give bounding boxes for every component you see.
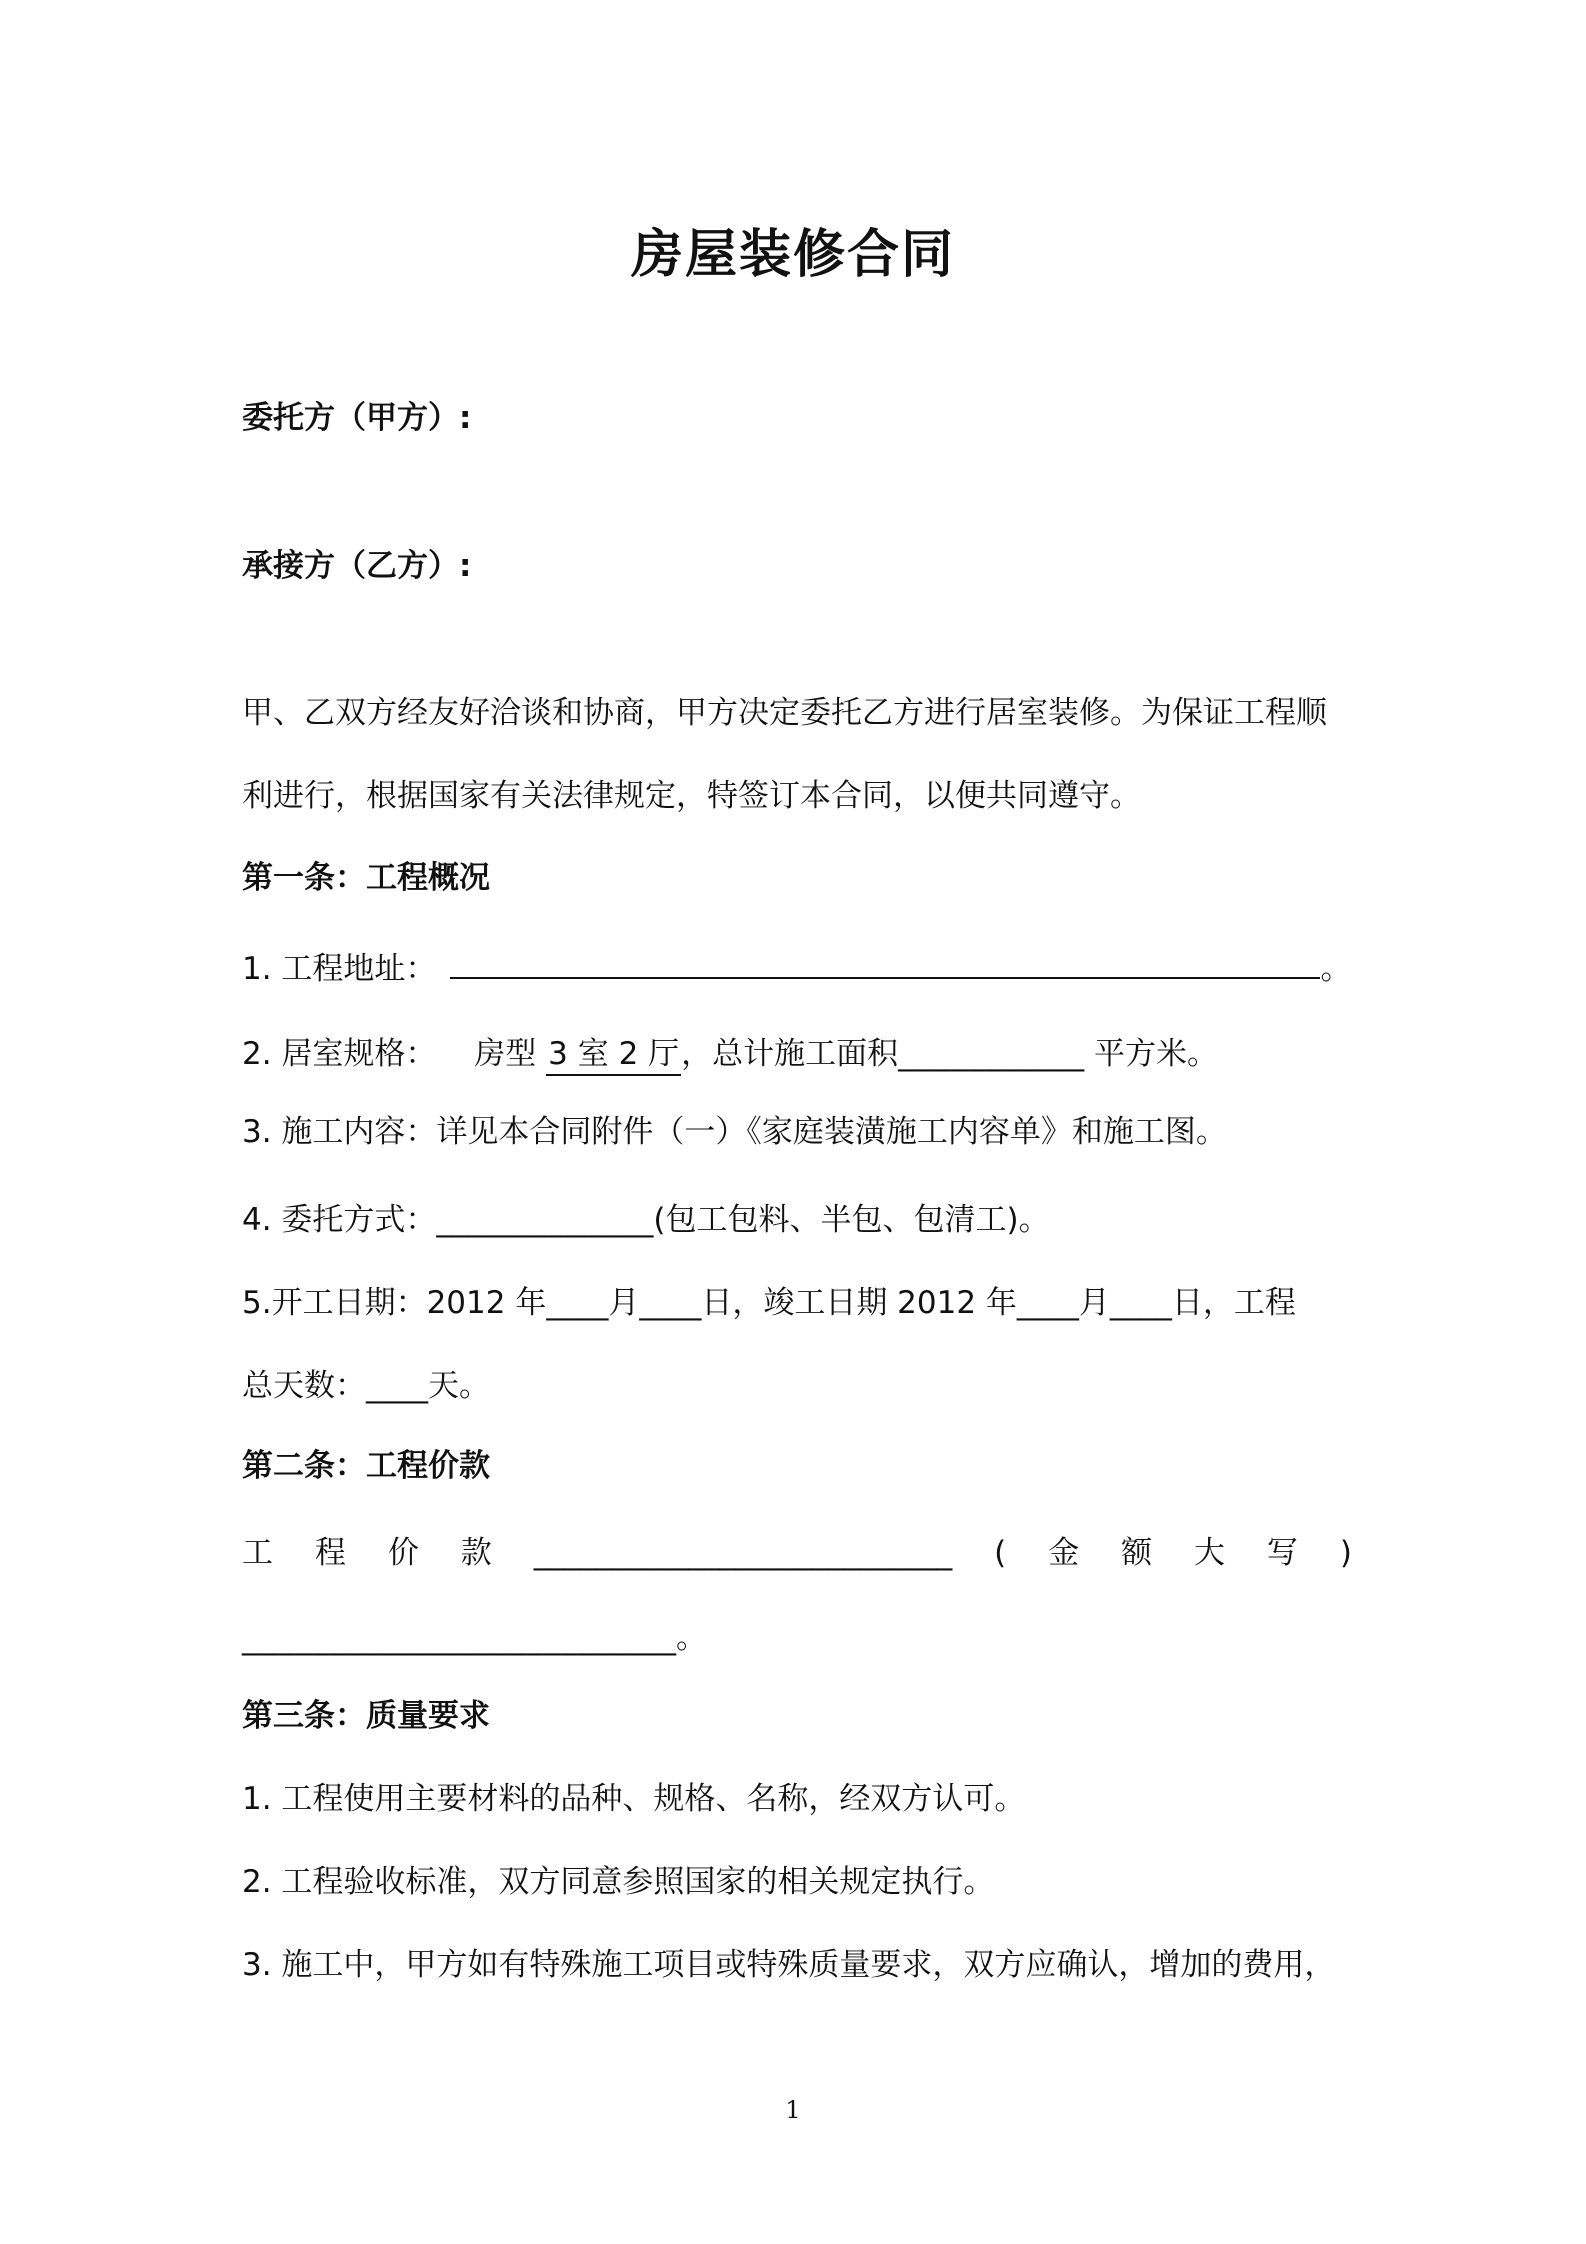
item2-rooms: 3 室 2 厅 — [546, 1034, 681, 1076]
price-char: ( — [994, 1535, 1007, 1571]
item1-end: 。 — [1320, 951, 1352, 987]
article2-heading: 第二条：工程价款 — [242, 1448, 490, 1484]
party-a-label: 委托方（甲方）: — [242, 400, 472, 436]
page-number: 1 — [785, 2096, 801, 2124]
article3-heading: 第三条：质量要求 — [242, 1698, 490, 1734]
article1-item4: 4. 委托方式：______________(包工包料、半包、包清工)。 — [242, 1202, 1050, 1238]
price-char: ) — [1339, 1535, 1352, 1571]
article3-item2: 2. 工程验收标准，双方同意参照国家的相关规定执行。 — [242, 1864, 995, 1900]
article3-item1: 1. 工程使用主要材料的品种、规格、名称，经双方认可。 — [242, 1781, 1026, 1817]
article1-item5-line1: 5.开工日期：2012 年____月____日，竣工日期 2012 年____月____日，工程 — [242, 1285, 1296, 1321]
item2-label: 2. 居室规格： — [242, 1036, 437, 1072]
price-line-2: ____________________________。 — [242, 1620, 707, 1656]
price-char: 写 — [1266, 1535, 1298, 1571]
item2-area: ，总计施工面积____________ 平方米。 — [681, 1036, 1219, 1072]
article3-item3: 3. 施工中，甲方如有特殊施工项目或特殊质量要求，双方应确认，增加的费用， — [242, 1947, 1336, 1983]
intro-line-2: 利进行，根据国家有关法律规定，特签订本合同，以便共同遵守。 — [242, 778, 1141, 814]
intro-line-1: 甲、乙双方经友好洽谈和协商，甲方决定委托乙方进行居室装修。为保证工程顺 — [242, 695, 1327, 731]
price-char: 价 — [387, 1535, 419, 1571]
article1-item3: 3. 施工内容：详见本合同附件（一）《家庭装潢施工内容单》和施工图。 — [242, 1114, 1227, 1150]
article1-heading: 第一条：工程概况 — [242, 860, 490, 896]
article1-item5-line2: 总天数：____天。 — [242, 1368, 490, 1404]
document-title: 房屋装修合同 — [630, 225, 955, 285]
party-b-label: 承接方（乙方）: — [242, 548, 472, 584]
item1-label: 1. 工程地址： — [242, 951, 437, 987]
price-char: 款 — [460, 1535, 492, 1571]
price-blank: ___________________________ — [533, 1535, 953, 1571]
address-blank — [450, 945, 1320, 979]
price-line-1 — [242, 1533, 1352, 1573]
price-char: 程 — [314, 1535, 346, 1571]
item2-model: 房型 — [474, 1036, 537, 1072]
price-char: 金 — [1048, 1535, 1080, 1571]
article1-item2 — [242, 1034, 1218, 1076]
article1-item1 — [242, 945, 1351, 989]
price-char: 工 — [242, 1535, 273, 1571]
price-char: 额 — [1121, 1535, 1153, 1571]
price-char: 大 — [1193, 1535, 1225, 1571]
